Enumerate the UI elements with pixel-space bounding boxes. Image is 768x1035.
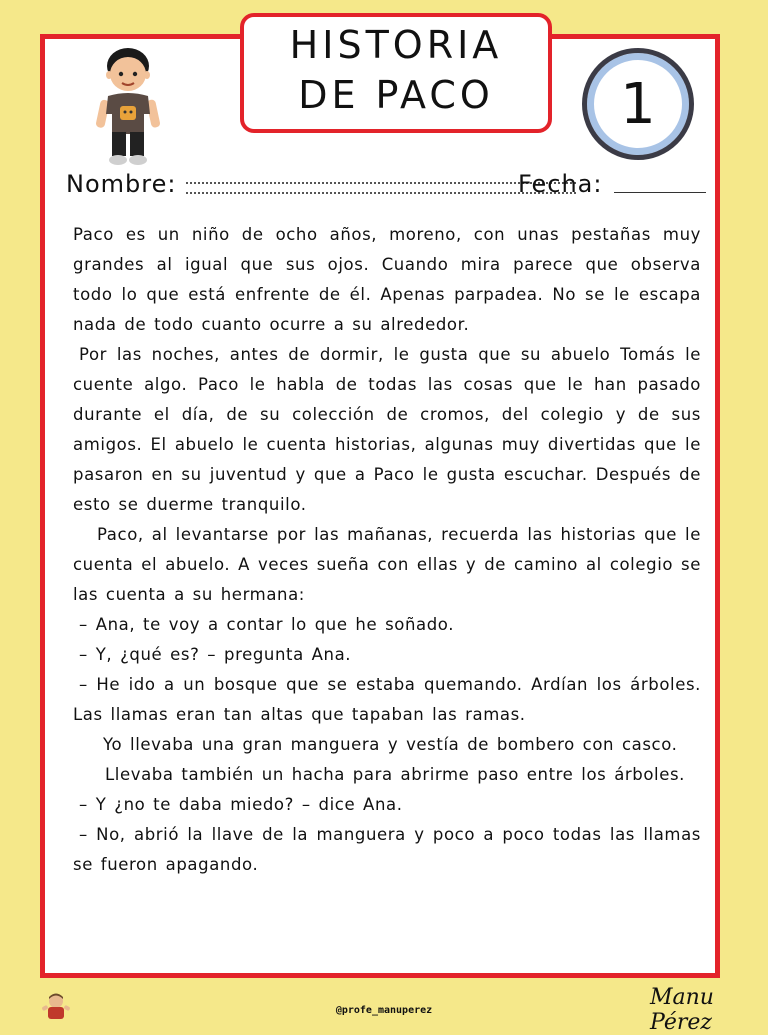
author-handle: @profe_manuperez <box>335 1005 433 1016</box>
story-number-badge <box>582 48 694 160</box>
date-label: Fecha: <box>518 170 603 198</box>
name-label: Nombre: <box>66 170 177 198</box>
author-signature: Manu Pérez <box>650 985 714 1035</box>
title-line-2: DE PACO <box>298 73 494 117</box>
dialogue-line: – He ido a un bosque que se estaba quemando. Ardían los árboles. Las llamas eran tan altas que tapaban las ramas. <box>73 675 701 724</box>
paragraph: Paco es un niño de ocho años, moreno, con unas pestañas muy grandes al igual que sus ojos. Cuando mira parece que observa todo lo que está enfrente de él. Apenas parpadea. No se le escapa nada de todo cuanto ocurre a su alrededor. <box>73 225 701 334</box>
story-number: 1 <box>620 71 656 137</box>
dialogue-line: – Y ¿no te daba miedo? – dice Ana. <box>79 795 403 814</box>
title-box <box>240 13 552 133</box>
boy-illustration <box>92 44 164 168</box>
date-field[interactable] <box>614 192 706 193</box>
form-row <box>66 170 710 204</box>
paragraph: Por las noches, antes de dormir, le gusta que su abuelo Tomás le cuente algo. Paco le habla de todas las cosas que le han pasado durante el día, de su colección de cromos, del colegio y de sus amigos. El abuelo le cuenta historias, algunas muy divertidas que le pasaron en su juventud y que a Paco le gusta escuchar. Después de esto se duerme tranquilo. <box>73 345 701 514</box>
paragraph: Yo llevaba una gran manguera y vestía de bombero con casco. <box>103 735 678 754</box>
dialogue-line: – Y, ¿qué es? – pregunta Ana. <box>79 645 352 664</box>
story-text <box>73 220 701 880</box>
title-line-1: HISTORIA <box>289 23 503 67</box>
paragraph: Paco, al levantarse por las mañanas, recuerda las historias que le cuenta el abuelo. A veces sueña con ellas y de camino al colegio se las cuenta a su hermana: <box>73 525 701 604</box>
paragraph: Llevaba también un hacha para abrirme paso entre los árboles. <box>105 765 686 784</box>
dialogue-line: – Ana, te voy a contar lo que he soñado. <box>79 615 455 634</box>
dialogue-line: – No, abrió la llave de la manguera y poco a poco todas las llamas se fueron apagando. <box>73 825 701 874</box>
